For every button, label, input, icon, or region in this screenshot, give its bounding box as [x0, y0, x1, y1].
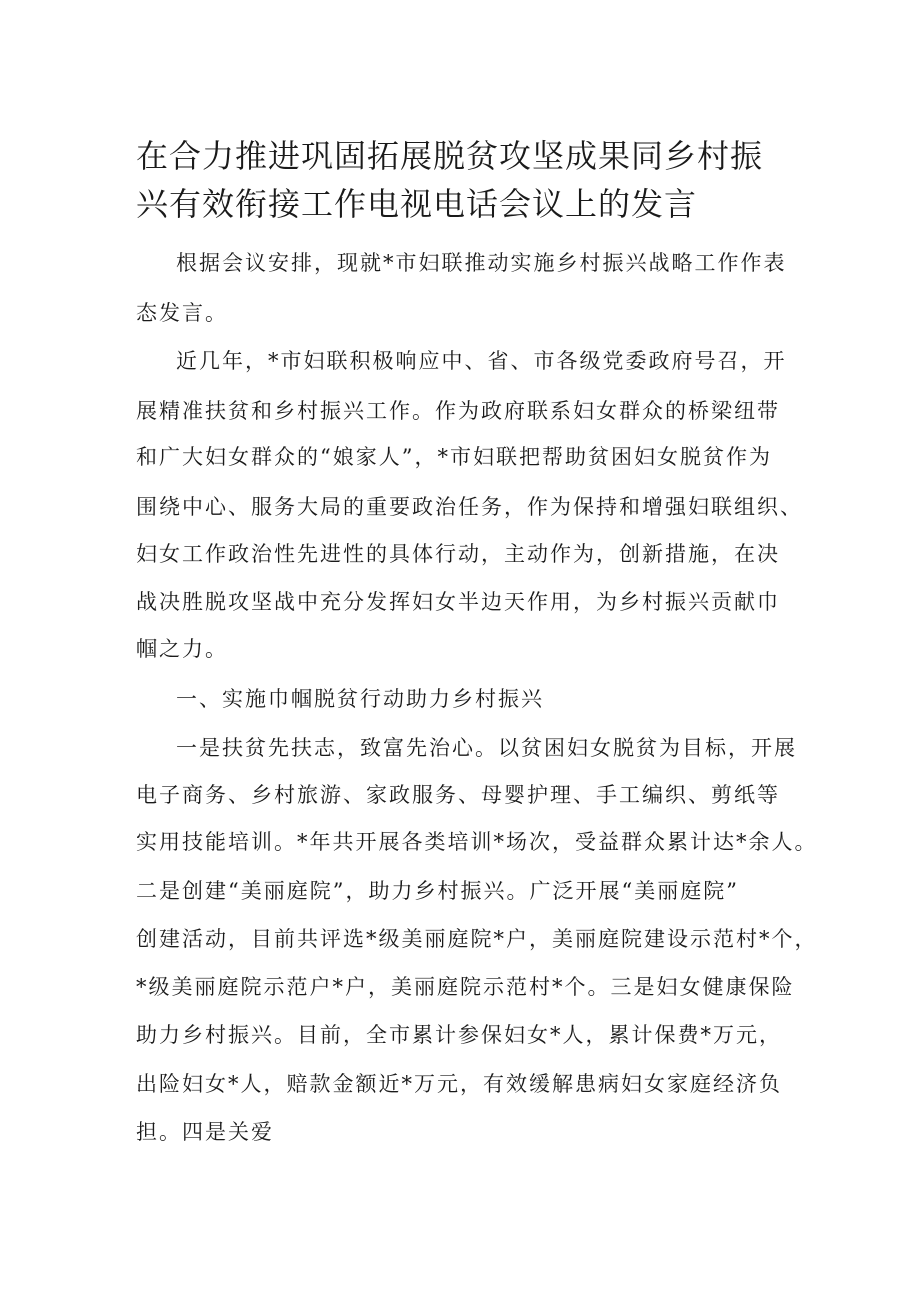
body-line: *级美丽庭院示范户*户，美丽庭院示范村*个。三是妇女健康保险: [136, 975, 795, 999]
body-line: 担。四是关爱: [136, 1120, 274, 1144]
section-heading: 一、实施巾帼脱贫行动助力乡村振兴: [176, 687, 544, 711]
body-line: 妇女工作政治性先进性的具体行动，主动作为，创新措施，在决: [136, 542, 780, 566]
body-line: 围绕中心、服务大局的重要政治任务，作为保持和增强妇联组织、: [136, 495, 803, 519]
body-line: 电子商务、乡村旅游、家政服务、母婴护理、手工编织、剪纸等: [136, 783, 780, 807]
body-line: 一是扶贫先扶志，致富先治心。以贫困妇女脱贫为目标，开展: [176, 736, 797, 760]
body-line: 二是创建“美丽庭院”，助力乡村振兴。广泛开展“美丽庭院”: [136, 879, 739, 903]
body-line: 出险妇女*人，赔款金额近*万元，有效缓解患病妇女家庭经济负: [136, 1072, 782, 1096]
body-line: 创建活动，目前共评选*级美丽庭院*户，美丽庭院建设示范村*个，: [136, 927, 818, 951]
body-line: 助力乡村振兴。目前，全市累计参保妇女*人，累计保费*万元，: [136, 1023, 782, 1047]
title-line-1: 在合力推进巩固拓展脱贫攻坚成果同乡村振: [136, 137, 764, 175]
body-line: 实用技能培训。*年共开展各类培训*场次，受益群众累计达*余人。: [136, 830, 818, 854]
body-line: 态发言。: [136, 301, 228, 325]
body-line: 帼之力。: [136, 637, 228, 661]
body-line: 近几年，*市妇联积极响应中、省、市各级党委政府号召，开: [176, 349, 787, 373]
body-line: 根据会议安排，现就*市妇联推动实施乡村振兴战略工作作表: [176, 251, 787, 275]
title-line-2: 兴有效衔接工作电视电话会议上的发言: [136, 185, 698, 223]
body-line: 展精准扶贫和乡村振兴工作。作为政府联系妇女群众的桥梁纽带: [136, 399, 780, 423]
body-line: 战决胜脱攻坚战中充分发挥妇女半边天作用，为乡村振兴贡献巾: [136, 590, 780, 614]
body-line: 和广大妇女群众的“娘家人”，*市妇联把帮助贫困妇女脱贫作为: [136, 445, 772, 469]
document-title: [136, 132, 816, 228]
